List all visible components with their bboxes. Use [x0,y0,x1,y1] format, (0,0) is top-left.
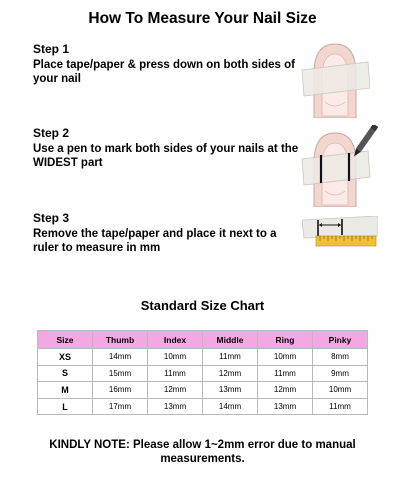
table-cell: 10mm [313,382,368,399]
size-chart-table [37,330,368,415]
nail-pen-mark-icon [300,125,380,207]
header-ring: Ring [258,331,313,349]
page-title: How To Measure Your Nail Size [88,10,317,27]
table-cell: 12mm [203,365,258,382]
table-cell: 13mm [203,382,258,399]
header-pinky: Pinky [313,331,368,349]
table-cell: 16mm [93,382,148,399]
step-1-heading: Step 1 [33,42,70,56]
size-cell: M [38,382,93,399]
table-cell: 12mm [258,382,313,399]
step-3-heading: Step 3 [33,211,70,225]
size-cell: S [38,365,93,382]
table-cell: 11mm [203,349,258,366]
table-cell: 11mm [313,398,368,415]
nail-tape-icon [300,40,370,118]
table-cell: 17mm [93,398,148,415]
table-cell: 14mm [203,398,258,415]
step-1-text: Place tape/paper & press down on both sides of your nail [33,59,295,85]
table-cell: 11mm [258,365,313,382]
step-1 [33,42,303,86]
table-cell: 14mm [93,349,148,366]
size-chart-title: Standard Size Chart [140,298,265,313]
kindly-note: KINDLY NOTE: Please allow 1~2mm error due to manual measurements. [49,439,356,465]
step-3 [33,211,303,255]
table-cell: 13mm [148,398,203,415]
size-cell: XS [38,349,93,366]
header-size: Size [38,331,93,349]
table-cell: 13mm [258,398,313,415]
size-cell: L [38,398,93,415]
table-row [38,365,368,382]
step-3-text: Remove the tape/paper and place it next to a ruler to measure in mm [33,228,277,254]
header-index: Index [148,331,203,349]
table-cell: 8mm [313,349,368,366]
table-cell: 11mm [148,365,203,382]
table-row [38,382,368,399]
table-row [38,349,368,366]
table-row [38,398,368,415]
table-cell: 12mm [148,382,203,399]
table-cell: 15mm [93,365,148,382]
step-2 [33,126,303,170]
table-header-row [38,331,368,349]
ruler-measure-icon [302,216,378,250]
table-cell: 9mm [313,365,368,382]
table-cell: 10mm [148,349,203,366]
header-middle: Middle [203,331,258,349]
table-cell: 10mm [258,349,313,366]
step-2-text: Use a pen to mark both sides of your nails at the WIDEST part [33,143,299,169]
header-thumb: Thumb [93,331,148,349]
step-2-heading: Step 2 [33,126,70,140]
